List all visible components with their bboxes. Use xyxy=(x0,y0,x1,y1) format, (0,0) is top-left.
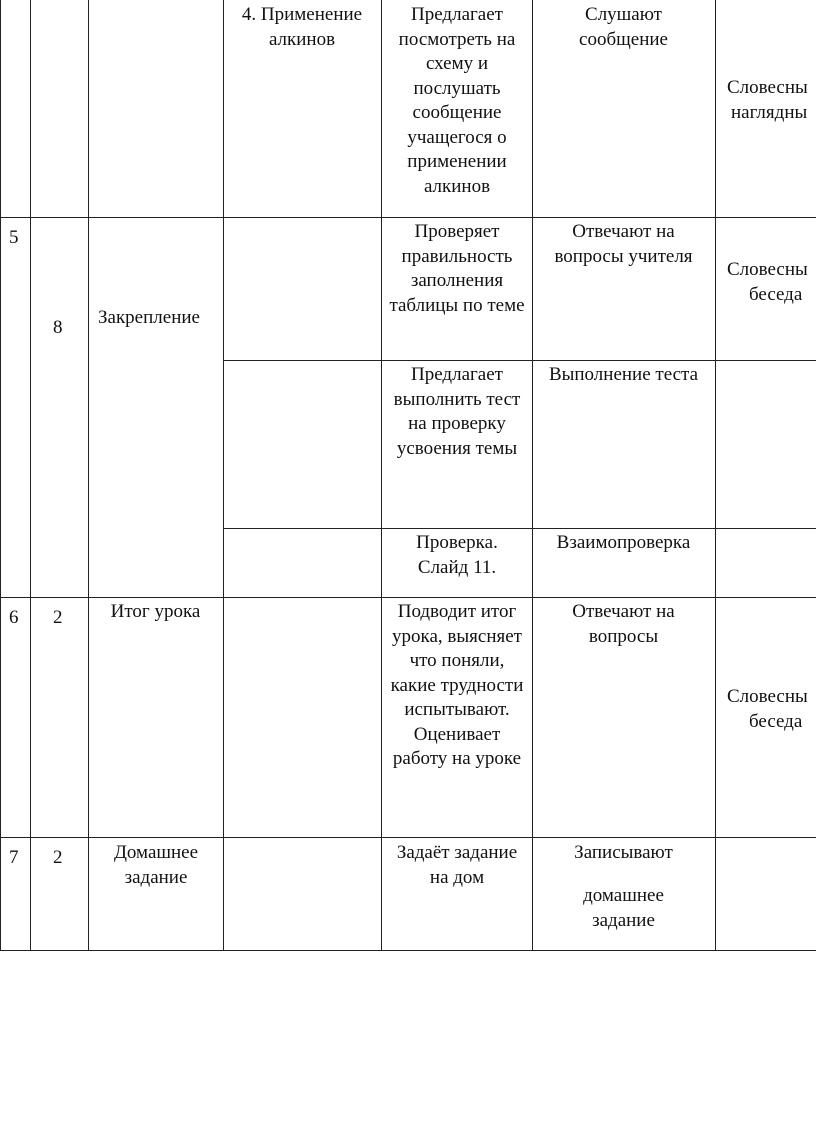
stage-cell: Домашнее задание xyxy=(113,842,199,888)
row-number: 6 xyxy=(9,607,19,628)
students-cell: Взаимопроверка xyxy=(556,532,691,553)
teacher-cell: Задаёт задание на дом xyxy=(396,842,518,888)
students-cell: Выполнение теста xyxy=(548,364,699,385)
teacher-cell: Предлагает посмотреть на схему и послушать сообщение учащегося о применении алкинов xyxy=(398,4,516,197)
table-border xyxy=(715,0,716,951)
time-cell: 2 xyxy=(53,847,63,868)
table-border xyxy=(0,597,816,598)
stage-cell: 4. Применение алкинов xyxy=(241,4,363,50)
students-cell: Слушают сообщение xyxy=(579,4,668,50)
table-border xyxy=(223,528,816,529)
time-cell: 2 xyxy=(53,607,63,628)
teacher-cell: Предлагает выполнить тест на проверку усвоения темы xyxy=(393,364,521,459)
table-border xyxy=(381,0,382,951)
table-border xyxy=(0,0,1,951)
stage-cell: Закрепление xyxy=(98,307,200,328)
table-border xyxy=(0,837,816,838)
table-border xyxy=(30,0,31,951)
stage-cell: Итог урока xyxy=(110,601,201,622)
table-border xyxy=(0,217,816,218)
methods-cell: Словесны беседа xyxy=(727,686,808,732)
students-cell: Записывают xyxy=(574,842,673,863)
table-border xyxy=(223,0,224,951)
row-number: 7 xyxy=(9,847,19,868)
table-border xyxy=(223,360,816,361)
methods-cell: Словесны беседа xyxy=(727,259,808,305)
methods-cell: Словесны наглядны xyxy=(727,77,808,123)
table-border xyxy=(532,0,533,951)
teacher-cell: Проверяет правильность заполнения таблицы по теме xyxy=(389,221,525,316)
time-cell: 8 xyxy=(53,317,63,338)
table-border xyxy=(0,950,816,951)
students-cell: Отвечают на вопросы xyxy=(572,601,675,647)
teacher-cell: Проверка. Слайд 11. xyxy=(416,532,498,578)
row-number: 5 xyxy=(9,227,19,248)
students-cell: домашнее задание xyxy=(583,885,664,931)
teacher-cell: Подводит итог урока, выясняет что поняли, какие трудности испытывают. Оценивает работу на уроке xyxy=(390,601,524,769)
table-border xyxy=(88,0,89,951)
students-cell: Отвечают на вопросы учителя xyxy=(554,221,693,267)
